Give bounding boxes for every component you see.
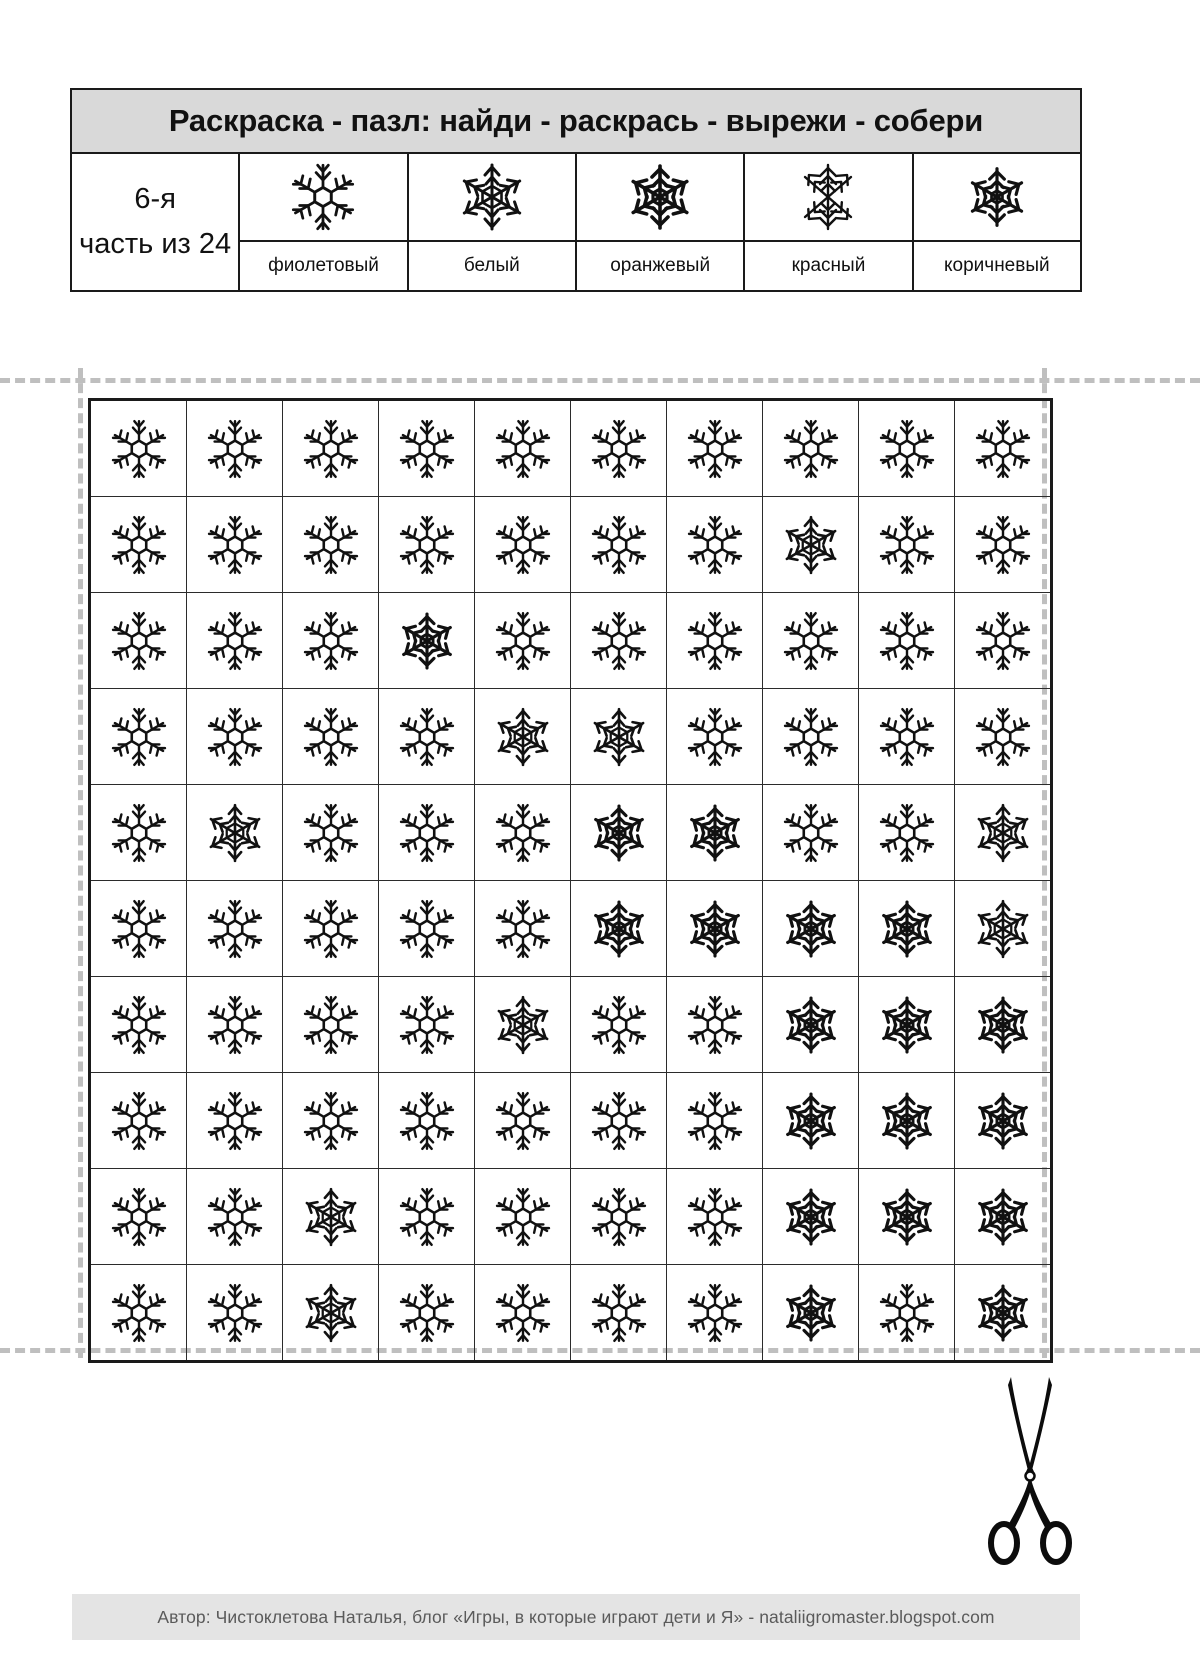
snowflake-feather-icon bbox=[791, 160, 865, 234]
snowflake-hexagon-icon bbox=[680, 702, 750, 772]
puzzle-cell[interactable] bbox=[187, 593, 283, 689]
snowflake-dense-icon bbox=[776, 1086, 846, 1156]
cut-guide-top bbox=[0, 378, 1200, 383]
puzzle-cell[interactable] bbox=[571, 1169, 667, 1265]
snowflake-dense-icon bbox=[623, 160, 697, 234]
puzzle-cell[interactable] bbox=[283, 977, 379, 1073]
snowflake-hexagon-icon bbox=[296, 894, 366, 964]
snowflake-dense-icon bbox=[872, 1182, 942, 1252]
puzzle-cell[interactable] bbox=[379, 977, 475, 1073]
snowflake-star-icon bbox=[584, 702, 654, 772]
puzzle-cell[interactable] bbox=[379, 881, 475, 977]
puzzle-cell[interactable] bbox=[859, 881, 955, 977]
cut-guide-left bbox=[78, 368, 83, 1358]
puzzle-cell[interactable] bbox=[667, 1169, 763, 1265]
legend-icon-row bbox=[71, 153, 1081, 241]
snowflake-hexagon-icon bbox=[776, 606, 846, 676]
snowflake-hexagon-icon bbox=[104, 798, 174, 868]
puzzle-cell[interactable] bbox=[90, 1169, 187, 1265]
puzzle-cell[interactable] bbox=[667, 977, 763, 1073]
snowflake-hexagon-icon bbox=[296, 510, 366, 580]
snowflake-compact-icon bbox=[960, 160, 1034, 234]
snowflake-hexagon-icon bbox=[776, 702, 846, 772]
puzzle-cell[interactable] bbox=[475, 400, 571, 497]
snowflake-star-icon bbox=[488, 990, 558, 1060]
snowflake-star-icon bbox=[455, 160, 529, 234]
snowflake-dense-icon bbox=[392, 606, 462, 676]
puzzle-cell[interactable] bbox=[859, 497, 955, 593]
puzzle-cell[interactable] bbox=[859, 1169, 955, 1265]
puzzle-cell[interactable] bbox=[571, 689, 667, 785]
puzzle-cell[interactable] bbox=[283, 1265, 379, 1362]
snowflake-dense-icon bbox=[680, 894, 750, 964]
snowflake-hexagon-icon bbox=[392, 1182, 462, 1252]
legend-color-label-3: оранжевый bbox=[576, 241, 744, 291]
puzzle-cell[interactable] bbox=[379, 1265, 475, 1362]
puzzle-cell[interactable] bbox=[187, 785, 283, 881]
puzzle-cell[interactable] bbox=[955, 497, 1052, 593]
legend-color-label-5: коричневый bbox=[913, 241, 1081, 291]
puzzle-cell[interactable] bbox=[475, 1265, 571, 1362]
puzzle-cell[interactable] bbox=[187, 400, 283, 497]
puzzle-cell[interactable] bbox=[955, 1265, 1052, 1362]
puzzle-cell[interactable] bbox=[379, 785, 475, 881]
snowflake-hexagon-icon bbox=[200, 702, 270, 772]
puzzle-row bbox=[90, 881, 1052, 977]
snowflake-hexagon-icon bbox=[104, 606, 174, 676]
snowflake-hexagon-icon bbox=[488, 1182, 558, 1252]
snowflake-star-icon bbox=[488, 702, 558, 772]
legend-title-row bbox=[71, 89, 1081, 153]
snowflake-hexagon-icon bbox=[104, 990, 174, 1060]
snowflake-hexagon-icon bbox=[392, 510, 462, 580]
puzzle-cell[interactable] bbox=[667, 1265, 763, 1362]
snowflake-hexagon-icon bbox=[968, 702, 1038, 772]
snowflake-hexagon-icon bbox=[392, 414, 462, 484]
snowflake-hexagon-icon bbox=[584, 1086, 654, 1156]
snowflake-hexagon-icon bbox=[104, 1182, 174, 1252]
puzzle-cell[interactable] bbox=[859, 1265, 955, 1362]
snowflake-dense-icon bbox=[872, 990, 942, 1060]
snowflake-hexagon-icon bbox=[200, 1278, 270, 1348]
snowflake-hexagon-icon bbox=[296, 798, 366, 868]
puzzle-cell[interactable] bbox=[283, 593, 379, 689]
puzzle-cell[interactable] bbox=[283, 400, 379, 497]
puzzle-cell[interactable] bbox=[475, 977, 571, 1073]
puzzle-cell[interactable] bbox=[667, 593, 763, 689]
snowflake-hexagon-icon bbox=[680, 414, 750, 484]
snowflake-hexagon-icon bbox=[104, 894, 174, 964]
snowflake-hexagon-icon bbox=[200, 606, 270, 676]
snowflake-hexagon-icon bbox=[680, 510, 750, 580]
puzzle-cell[interactable] bbox=[475, 1169, 571, 1265]
puzzle-cell[interactable] bbox=[667, 689, 763, 785]
snowflake-hexagon-icon bbox=[584, 606, 654, 676]
snowflake-hexagon-icon bbox=[392, 1278, 462, 1348]
snowflake-hexagon-icon bbox=[872, 510, 942, 580]
puzzle-cell[interactable] bbox=[763, 400, 859, 497]
puzzle-cell[interactable] bbox=[763, 881, 859, 977]
puzzle-cell[interactable] bbox=[475, 1073, 571, 1169]
puzzle-cell[interactable] bbox=[763, 1073, 859, 1169]
puzzle-row bbox=[90, 977, 1052, 1073]
puzzle-cell[interactable] bbox=[571, 1265, 667, 1362]
snowflake-hexagon-icon bbox=[680, 606, 750, 676]
puzzle-cell[interactable] bbox=[859, 689, 955, 785]
snowflake-hexagon-icon bbox=[776, 414, 846, 484]
snowflake-hexagon-icon bbox=[104, 414, 174, 484]
snowflake-dense-icon bbox=[584, 798, 654, 868]
snowflake-hexagon-icon bbox=[968, 606, 1038, 676]
puzzle-cell[interactable] bbox=[859, 593, 955, 689]
snowflake-hexagon-icon bbox=[584, 1182, 654, 1252]
legend-icon-cell-3 bbox=[576, 153, 744, 241]
puzzle-cell[interactable] bbox=[667, 881, 763, 977]
snowflake-hexagon-icon bbox=[584, 510, 654, 580]
puzzle-row bbox=[90, 593, 1052, 689]
snowflake-dense-icon bbox=[776, 1182, 846, 1252]
puzzle-cell[interactable] bbox=[859, 977, 955, 1073]
snowflake-hexagon-icon bbox=[488, 1278, 558, 1348]
snowflake-hexagon-icon bbox=[680, 990, 750, 1060]
snowflake-hexagon-icon bbox=[200, 414, 270, 484]
puzzle-cell[interactable] bbox=[187, 1169, 283, 1265]
snowflake-hexagon-icon bbox=[296, 990, 366, 1060]
puzzle-cell[interactable] bbox=[955, 977, 1052, 1073]
puzzle-cell[interactable] bbox=[955, 593, 1052, 689]
snowflake-hexagon-icon bbox=[488, 798, 558, 868]
snowflake-hexagon-icon bbox=[776, 798, 846, 868]
puzzle-cell[interactable] bbox=[571, 593, 667, 689]
snowflake-hexagon-icon bbox=[584, 1278, 654, 1348]
snowflake-hexagon-icon bbox=[680, 1086, 750, 1156]
snowflake-hexagon-icon bbox=[392, 894, 462, 964]
puzzle-cell[interactable] bbox=[571, 785, 667, 881]
puzzle-cell[interactable] bbox=[475, 785, 571, 881]
puzzle-cell[interactable] bbox=[763, 785, 859, 881]
puzzle-cell[interactable] bbox=[763, 689, 859, 785]
page-title: Раскраска - пазл: найди - раскрась - вырежи - собери bbox=[71, 89, 1081, 153]
snowflake-hexagon-icon bbox=[104, 1086, 174, 1156]
puzzle-cell[interactable] bbox=[955, 689, 1052, 785]
snowflake-hexagon-icon bbox=[488, 510, 558, 580]
snowflake-hexagon-icon bbox=[296, 1086, 366, 1156]
snowflake-hexagon-icon bbox=[680, 1278, 750, 1348]
snowflake-dense-icon bbox=[872, 1086, 942, 1156]
scissors-icon bbox=[975, 1375, 1085, 1565]
puzzle-cell[interactable] bbox=[283, 785, 379, 881]
snowflake-hexagon-icon bbox=[680, 1182, 750, 1252]
legend-icon-cell-1 bbox=[239, 153, 407, 241]
snowflake-hexagon-icon bbox=[872, 1278, 942, 1348]
puzzle-cell[interactable] bbox=[763, 977, 859, 1073]
snowflake-star-icon bbox=[968, 798, 1038, 868]
puzzle-cell[interactable] bbox=[379, 593, 475, 689]
snowflake-dense-icon bbox=[968, 1278, 1038, 1348]
puzzle-cell[interactable] bbox=[763, 1169, 859, 1265]
puzzle-cell[interactable] bbox=[283, 1169, 379, 1265]
snowflake-hexagon-icon bbox=[200, 894, 270, 964]
snowflake-dense-icon bbox=[872, 894, 942, 964]
puzzle-cell[interactable] bbox=[571, 497, 667, 593]
puzzle-cell[interactable] bbox=[90, 689, 187, 785]
snowflake-hexagon-icon bbox=[584, 990, 654, 1060]
puzzle-cell[interactable] bbox=[90, 1265, 187, 1362]
puzzle-cell[interactable] bbox=[475, 497, 571, 593]
snowflake-dense-icon bbox=[968, 1086, 1038, 1156]
footer-credit: Автор: Чистоклетова Наталья, блог «Игры, в которые играют дети и Я» - nataliigromaster.blogspot.com bbox=[157, 1606, 995, 1627]
puzzle-cell[interactable] bbox=[763, 593, 859, 689]
part-indicator bbox=[71, 153, 239, 291]
puzzle-row bbox=[90, 1265, 1052, 1362]
snowflake-hexagon-icon bbox=[104, 702, 174, 772]
puzzle-grid bbox=[88, 398, 1053, 1363]
snowflake-star-icon bbox=[296, 1278, 366, 1348]
legend-color-label-4: красный bbox=[744, 241, 912, 291]
puzzle-cell[interactable] bbox=[763, 497, 859, 593]
puzzle-row bbox=[90, 1169, 1052, 1265]
snowflake-dense-icon bbox=[968, 990, 1038, 1060]
snowflake-hexagon-icon bbox=[488, 1086, 558, 1156]
puzzle-grid-body bbox=[90, 400, 1052, 1362]
snowflake-hexagon-icon bbox=[392, 990, 462, 1060]
puzzle-cell[interactable] bbox=[571, 1073, 667, 1169]
snowflake-hexagon-icon bbox=[968, 414, 1038, 484]
footer-bar bbox=[72, 1594, 1080, 1640]
snowflake-hexagon-icon bbox=[392, 702, 462, 772]
snowflake-hexagon-icon bbox=[488, 606, 558, 676]
puzzle-cell[interactable] bbox=[379, 400, 475, 497]
snowflake-hexagon-icon bbox=[872, 798, 942, 868]
puzzle-cell[interactable] bbox=[379, 497, 475, 593]
snowflake-dense-icon bbox=[776, 894, 846, 964]
puzzle-cell[interactable] bbox=[667, 1073, 763, 1169]
snowflake-hexagon-icon bbox=[200, 1086, 270, 1156]
puzzle-row bbox=[90, 689, 1052, 785]
puzzle-cell[interactable] bbox=[90, 785, 187, 881]
puzzle-cell[interactable] bbox=[955, 1073, 1052, 1169]
puzzle-cell[interactable] bbox=[283, 1073, 379, 1169]
snowflake-hexagon-icon bbox=[872, 414, 942, 484]
puzzle-cell[interactable] bbox=[475, 689, 571, 785]
snowflake-dense-icon bbox=[776, 990, 846, 1060]
snowflake-hexagon-icon bbox=[296, 414, 366, 484]
snowflake-hexagon-icon bbox=[200, 1182, 270, 1252]
snowflake-hexagon-icon bbox=[296, 702, 366, 772]
puzzle-cell[interactable] bbox=[571, 400, 667, 497]
snowflake-hexagon-icon bbox=[296, 606, 366, 676]
snowflake-star-icon bbox=[200, 798, 270, 868]
puzzle-cell[interactable] bbox=[667, 400, 763, 497]
puzzle-cell[interactable] bbox=[187, 977, 283, 1073]
snowflake-hexagon-icon bbox=[200, 990, 270, 1060]
legend-icon-cell-2 bbox=[408, 153, 576, 241]
puzzle-cell[interactable] bbox=[859, 785, 955, 881]
snowflake-dense-icon bbox=[680, 798, 750, 868]
puzzle-row bbox=[90, 1073, 1052, 1169]
puzzle-cell[interactable] bbox=[187, 1073, 283, 1169]
snowflake-hexagon-icon bbox=[968, 510, 1038, 580]
legend-icon-cell-4 bbox=[744, 153, 912, 241]
snowflake-hexagon-icon bbox=[392, 1086, 462, 1156]
puzzle-cell[interactable] bbox=[283, 689, 379, 785]
snowflake-hexagon-icon bbox=[872, 606, 942, 676]
puzzle-cell[interactable] bbox=[90, 977, 187, 1073]
puzzle-cell[interactable] bbox=[859, 1073, 955, 1169]
snowflake-dense-icon bbox=[584, 894, 654, 964]
puzzle-cell[interactable] bbox=[187, 497, 283, 593]
snowflake-hexagon-icon bbox=[872, 702, 942, 772]
puzzle-cell[interactable] bbox=[955, 1169, 1052, 1265]
puzzle-cell[interactable] bbox=[187, 881, 283, 977]
puzzle-cell[interactable] bbox=[187, 1265, 283, 1362]
puzzle-cell[interactable] bbox=[571, 977, 667, 1073]
snowflake-star-icon bbox=[776, 510, 846, 580]
puzzle-row bbox=[90, 785, 1052, 881]
puzzle-cell[interactable] bbox=[379, 1169, 475, 1265]
part-of-total: часть из 24 bbox=[79, 228, 232, 260]
puzzle-cell[interactable] bbox=[90, 400, 187, 497]
part-number: 6-я bbox=[134, 183, 176, 216]
legend-icon-cell-5 bbox=[913, 153, 1081, 241]
snowflake-hexagon-icon bbox=[104, 510, 174, 580]
puzzle-cell[interactable] bbox=[955, 400, 1052, 497]
snowflake-dense-icon bbox=[776, 1278, 846, 1348]
legend-color-label-1: фиолетовый bbox=[239, 241, 407, 291]
puzzle-cell[interactable] bbox=[90, 881, 187, 977]
snowflake-hexagon-icon bbox=[104, 1278, 174, 1348]
snowflake-hexagon-icon bbox=[286, 160, 360, 234]
puzzle-cell[interactable] bbox=[571, 881, 667, 977]
puzzle-cell[interactable] bbox=[90, 1073, 187, 1169]
puzzle-cell[interactable] bbox=[475, 593, 571, 689]
puzzle-cell[interactable] bbox=[667, 785, 763, 881]
puzzle-cell[interactable] bbox=[475, 881, 571, 977]
snowflake-star-icon bbox=[296, 1182, 366, 1252]
legend-table bbox=[70, 88, 1082, 292]
puzzle-cell[interactable] bbox=[763, 1265, 859, 1362]
snowflake-hexagon-icon bbox=[488, 894, 558, 964]
snowflake-hexagon-icon bbox=[392, 798, 462, 868]
snowflake-hexagon-icon bbox=[584, 414, 654, 484]
puzzle-cell[interactable] bbox=[379, 1073, 475, 1169]
snowflake-hexagon-icon bbox=[200, 510, 270, 580]
snowflake-hexagon-icon bbox=[488, 414, 558, 484]
puzzle-cell[interactable] bbox=[283, 881, 379, 977]
puzzle-cell[interactable] bbox=[379, 689, 475, 785]
puzzle-cell[interactable] bbox=[955, 785, 1052, 881]
puzzle-cell[interactable] bbox=[859, 400, 955, 497]
legend-color-label-2: белый bbox=[408, 241, 576, 291]
puzzle-row bbox=[90, 400, 1052, 497]
snowflake-star-icon bbox=[968, 894, 1038, 964]
puzzle-cell[interactable] bbox=[667, 497, 763, 593]
puzzle-cell[interactable] bbox=[955, 881, 1052, 977]
puzzle-cell[interactable] bbox=[283, 497, 379, 593]
puzzle-cell[interactable] bbox=[90, 497, 187, 593]
puzzle-cell[interactable] bbox=[187, 689, 283, 785]
puzzle-row bbox=[90, 497, 1052, 593]
puzzle-cell[interactable] bbox=[90, 593, 187, 689]
snowflake-dense-icon bbox=[968, 1182, 1038, 1252]
